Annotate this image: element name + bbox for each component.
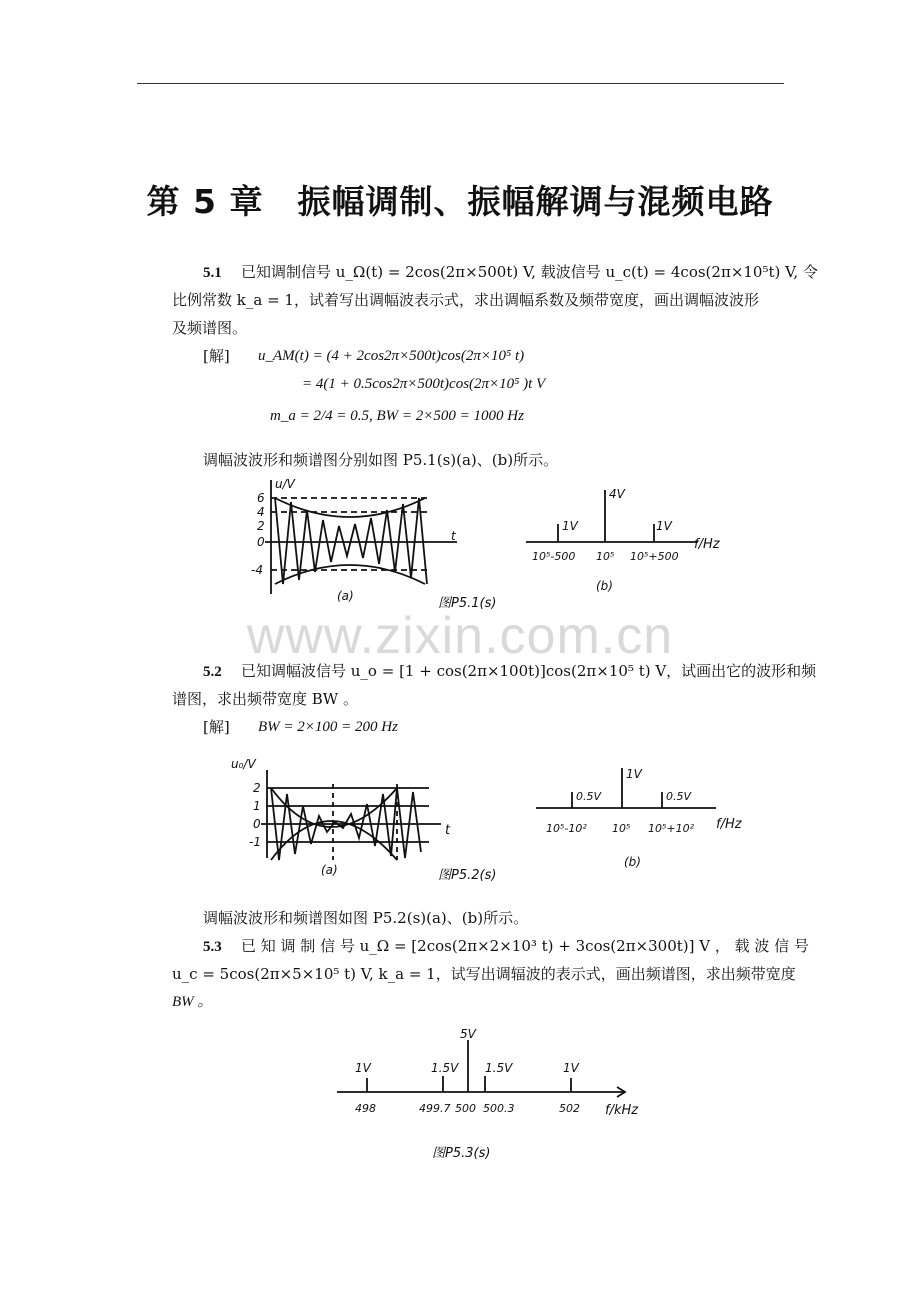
sub-label-b: (b) [624, 855, 641, 869]
y-axis-label: u/V [275, 477, 295, 491]
spectrum-plot-5-2 [532, 762, 762, 874]
problem-5-2-line2: 谱图，求出频带宽度 BW 。 [172, 690, 358, 708]
tick-0: 0 [253, 817, 261, 831]
label-05v-left: 0.5V [576, 790, 602, 803]
problem-5-1-line3: 及频谱图。 [172, 319, 248, 337]
problem-5-2-number: 5.2 [203, 664, 222, 680]
problem-5-3-line2: u_c = 5cos(2π×5×10⁵ t) V, k_a = 1，试写出调辐波的表示式，画出频谱图，求出频带宽度 [172, 965, 796, 983]
label-502: 1V [563, 1061, 579, 1075]
tick-neg-4: -4 [251, 563, 263, 577]
tick-502: 502 [559, 1102, 580, 1115]
figure-name-5-1: 图P5.1(s) [438, 596, 497, 611]
figure-name-5-3: 图P5.3(s) [432, 1146, 491, 1161]
label-5003: 1.5V [485, 1061, 513, 1075]
tick-fc-plus: 10⁵+500 [630, 550, 679, 563]
equation-uam: u_AM(t) = (4 + 2cos2π×500t)cos(2π×10⁵ t) [258, 348, 525, 364]
f-label: f/kHz [605, 1103, 639, 1118]
f-label: f/Hz [716, 817, 742, 832]
t-label: t [445, 823, 451, 838]
y-axis-label: u₀/V [231, 757, 256, 771]
figure-caption-5-2: 调幅波波形和频谱图如图 P5.2(s)(a)、(b)所示。 [203, 909, 529, 927]
problem-5-1-line1: 5.1 已知调制信号 u_Ω(t) = 2cos(2π×500t) V, 载波信号 u_c(t) = 4cos(2π×10⁵t) V, 令 [203, 261, 818, 284]
tick-2: 2 [257, 519, 265, 533]
problem-5-1-line2: 比例常数 k_a = 1，试着写出调幅波表示式，求出调幅系数及频带宽度，画出调幅波波形 [172, 291, 759, 309]
tick-2: 2 [253, 781, 261, 795]
tick-fc: 10⁵ [612, 822, 631, 835]
label-500: 5V [460, 1027, 476, 1041]
label-498: 1V [355, 1061, 371, 1075]
tick-500: 500 [455, 1102, 476, 1115]
tick-fc-plus: 10⁵+10² [648, 822, 695, 835]
solution-label-5-2: [解] [203, 718, 230, 736]
sub-label-a: (a) [321, 863, 338, 877]
header-rule [137, 83, 784, 84]
problem-5-2-line1: 5.2 已知调幅波信号 u_o = [1 + cos(2π×100t)]cos(2π×10⁵ t) V，试画出它的波形和频 [203, 660, 816, 683]
tick-fc: 10⁵ [596, 550, 615, 563]
chapter-title: 第 5 章 振幅调制、振幅解调与混频电路 [146, 182, 774, 221]
tick-4: 4 [257, 505, 265, 519]
tick-5003: 500.3 [483, 1102, 515, 1115]
equation-bw-5-2: BW = 2×100 = 200 Hz [258, 719, 398, 735]
spectrum-plot-5-1 [522, 484, 738, 594]
tick-4997: 499.7 [419, 1102, 451, 1115]
solution-label: [解] [203, 347, 230, 365]
label-05v-right: 0.5V [666, 790, 692, 803]
sub-label-b: (b) [596, 579, 613, 593]
figure-caption-5-1: 调幅波波形和频谱图分别如图 P5.1(s)(a)、(b)所示。 [203, 451, 559, 469]
f-label: f/Hz [694, 537, 720, 552]
tick-neg-1: -1 [249, 835, 261, 849]
waveform-plot-5-2 [225, 748, 465, 880]
equation-uam-2: = 4(1 + 0.5cos2π×500t)cos(2π×10⁵ )t V [302, 376, 546, 392]
label-1v-left: 1V [562, 519, 578, 533]
spectrum-plot-5-3 [333, 1026, 673, 1126]
problem-5-3-number: 5.3 [203, 939, 222, 955]
tick-0: 0 [257, 535, 265, 549]
watermark: www.zixin.com.cn [246, 607, 674, 665]
problem-5-1-number: 5.1 [203, 265, 222, 281]
equation-ma-bw: m_a = 2/4 = 0.5, BW = 2×500 = 1000 Hz [270, 408, 524, 424]
label-4997: 1.5V [431, 1061, 459, 1075]
tick-fc-minus: 10⁵-500 [532, 550, 576, 563]
tick-fc-minus: 10⁵-10² [546, 822, 587, 835]
problem-5-3-line3: BW 。 [172, 994, 213, 1010]
waveform-plot-5-1 [245, 476, 475, 610]
label-1v-right: 1V [656, 519, 672, 533]
carrier-wave [275, 498, 427, 584]
label-1v: 1V [626, 767, 642, 781]
problem-5-3-line1: 5.3 已 知 调 制 信 号 u_Ω = [2cos(2π×2×10³ t) + 3cos(2π×300t)] V ， 载 波 信 号 [203, 935, 809, 958]
tick-1: 1 [253, 799, 261, 813]
tick-6: 6 [257, 491, 265, 505]
label-4v: 4V [609, 487, 625, 501]
t-label: t [451, 529, 456, 543]
sub-label-a: (a) [337, 589, 354, 603]
figure-name-5-2: 图P5.2(s) [438, 868, 497, 883]
tick-498: 498 [355, 1102, 376, 1115]
